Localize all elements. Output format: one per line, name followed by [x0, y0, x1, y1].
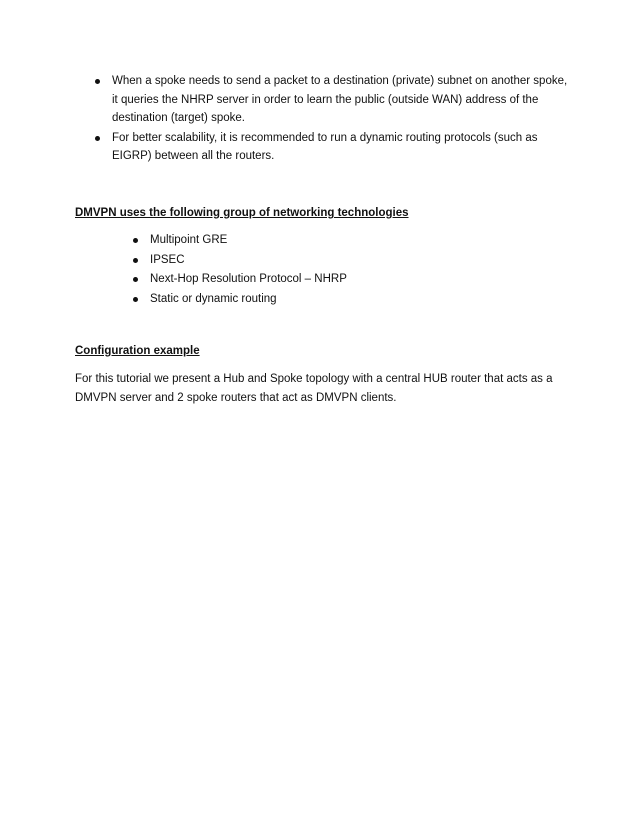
bullet-icon — [95, 136, 100, 141]
bullet-text: Multipoint GRE — [150, 234, 228, 246]
bullet-icon — [133, 277, 138, 282]
list-item — [112, 129, 572, 166]
configuration-paragraph: For this tutorial we present a Hub and Spoke topology with a central HUB router that acts as a DMVPN server and 2 spoke routers that act as DMVPN clients. — [75, 373, 553, 404]
bullet-icon — [133, 258, 138, 263]
technologies-heading: DMVPN uses the following group of networking technologies — [75, 207, 409, 219]
list-item — [112, 72, 572, 128]
bullet-text: IPSEC — [150, 253, 185, 266]
technologies-list — [150, 231, 550, 309]
list-item — [150, 251, 550, 271]
list-item — [150, 290, 550, 310]
bullet-icon — [95, 79, 100, 84]
intro-bullet-list — [112, 72, 572, 166]
bullet-icon — [133, 297, 138, 302]
list-item — [150, 270, 550, 290]
bullet-text: For better scalability, it is recommended to run a dynamic routing protocols (such as EIGRP) between all the routers. — [112, 131, 538, 162]
bullet-text: Next-Hop Resolution Protocol – NHRP — [150, 273, 347, 285]
bullet-text: Static or dynamic routing — [150, 292, 277, 305]
list-item — [150, 231, 550, 251]
configuration-heading: Configuration example — [75, 345, 200, 357]
bullet-text: When a spoke needs to send a packet to a destination (private) subnet on another spoke, it queries the NHRP server in order to learn the public (outside WAN) address of the destination (target) spoke. — [112, 75, 568, 124]
bullet-icon — [133, 238, 138, 243]
